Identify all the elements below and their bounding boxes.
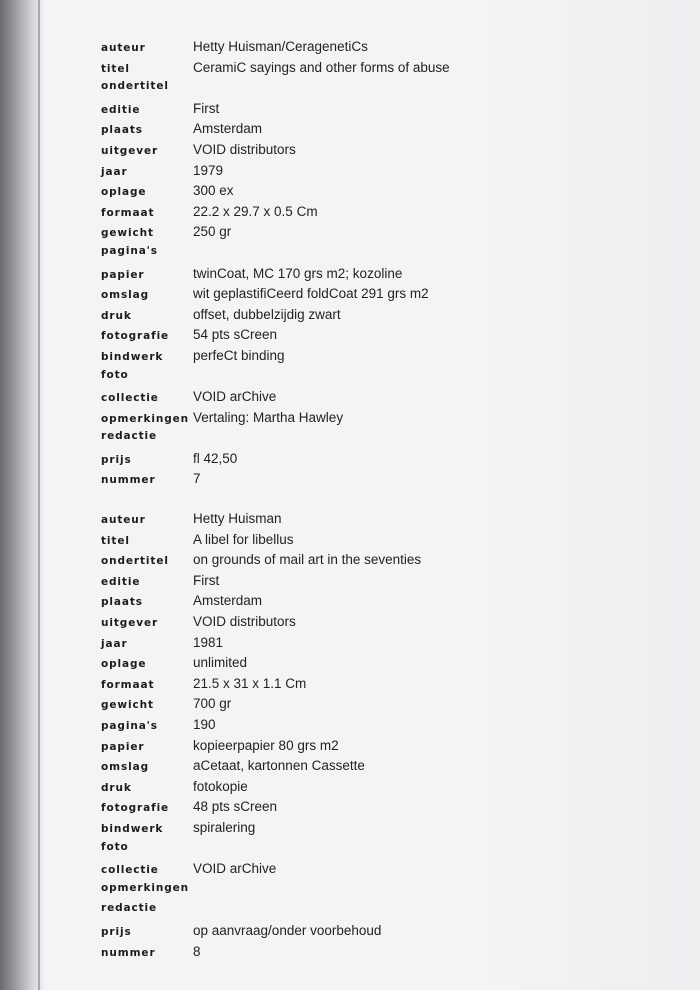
record-row: [101, 758, 661, 779]
field-value: kopieerpapier 80 grs m2: [193, 737, 339, 753]
field-label: ondertitel: [101, 80, 169, 93]
field-label: auteur: [101, 514, 146, 527]
field-label: redactie: [101, 902, 158, 915]
record-row: [101, 204, 661, 225]
field-label: auteur: [101, 42, 146, 54]
catalog-record: [101, 39, 661, 492]
record-row: [101, 307, 661, 328]
field-label: redactie: [101, 430, 158, 443]
field-label: nummer: [101, 946, 156, 959]
field-label: gewicht: [101, 699, 154, 712]
field-value: Hetty Huisman/CeragenetiCs: [193, 39, 368, 54]
catalog-records: [101, 39, 661, 964]
field-value: VOID arChive: [193, 861, 277, 877]
record-row: [101, 142, 661, 163]
field-label: jaar: [101, 637, 128, 650]
field-label: pagina's: [101, 244, 158, 257]
field-value: 1981: [193, 634, 224, 650]
field-value: aCetaat, kartonnen Cassette: [193, 758, 365, 774]
field-value: A libel for libellus: [193, 531, 294, 547]
field-value: VOID distributors: [193, 614, 296, 630]
field-label: collectie: [101, 392, 159, 405]
field-label: editie: [101, 575, 141, 588]
field-value: 21.5 x 31 x 1.1 Cm: [193, 675, 307, 691]
field-label: plaats: [101, 596, 143, 609]
record-row: [101, 410, 661, 431]
field-label: oplage: [101, 658, 147, 671]
record-row: [101, 286, 661, 307]
field-value: spiralering: [193, 819, 256, 835]
record-row: [101, 593, 661, 614]
record-row: [101, 799, 661, 820]
field-label: titel: [101, 62, 130, 75]
field-value: fl 42,50: [193, 450, 238, 466]
record-row: [101, 861, 661, 882]
field-value: VOID arChive: [193, 389, 277, 405]
field-value: CeramiC sayings and other forms of abuse: [193, 59, 450, 75]
field-value: Hetty Huisman: [193, 511, 282, 527]
record-row: [101, 923, 661, 944]
field-label: druk: [101, 309, 132, 322]
field-label: editie: [101, 103, 141, 116]
record-row: [101, 573, 661, 594]
field-label: gewicht: [101, 227, 154, 240]
record-row: [101, 882, 661, 903]
field-label: formaat: [101, 678, 155, 691]
record-row: [101, 471, 661, 492]
field-value: 1979: [193, 162, 224, 178]
record-row: [101, 614, 661, 635]
record-row: [101, 944, 661, 965]
record-row: [101, 39, 661, 60]
field-value: on grounds of mail art in the seventies: [193, 552, 422, 568]
field-label: uitgever: [101, 617, 159, 630]
field-label: opmerkingen: [101, 412, 190, 425]
record-row: [101, 451, 661, 472]
book-spine-edge: [38, 0, 40, 990]
field-value: 7: [193, 471, 201, 487]
field-label: formaat: [101, 206, 155, 219]
record-row: [101, 902, 661, 923]
field-value: First: [193, 100, 220, 116]
record-row: [101, 738, 661, 759]
field-label: ondertitel: [101, 555, 169, 568]
field-value: VOID distributors: [193, 141, 296, 157]
record-row: [101, 389, 661, 410]
field-label: jaar: [101, 165, 128, 178]
field-value: 190: [193, 717, 216, 732]
field-value: fotokopie: [193, 778, 248, 794]
field-label: nummer: [101, 474, 156, 487]
field-value: offset, dubbelzijdig zwart: [193, 306, 341, 322]
record-row: [101, 183, 661, 204]
record-row: [101, 245, 661, 266]
record-row: [101, 717, 661, 738]
field-label: fotografie: [101, 330, 170, 343]
field-value: First: [193, 572, 220, 588]
field-label: papier: [101, 268, 145, 281]
field-label: prijs: [101, 453, 132, 466]
field-label: uitgever: [101, 144, 159, 157]
field-label: druk: [101, 781, 132, 794]
field-label: oplage: [101, 186, 147, 199]
record-row: [101, 163, 661, 184]
record-row: [101, 532, 661, 553]
field-value: 48 pts sCreen: [193, 799, 278, 815]
catalog-record: [101, 511, 661, 964]
record-row: [101, 80, 661, 101]
field-value: 54 pts sCreen: [193, 327, 278, 343]
field-value: 250 gr: [193, 224, 232, 240]
field-value: twinCoat, MC 170 grs m2; kozoline: [193, 265, 403, 281]
field-label: papier: [101, 740, 145, 753]
field-label: collectie: [101, 864, 159, 877]
field-label: bindwerk: [101, 822, 164, 835]
field-label: omslag: [101, 289, 150, 302]
record-row: [101, 101, 661, 122]
record-row: [101, 820, 661, 841]
field-label: bindwerk: [101, 350, 164, 363]
field-value: 300 ex: [193, 183, 234, 199]
record-row: [101, 779, 661, 800]
record-row: [101, 552, 661, 573]
record-row: [101, 327, 661, 348]
field-value: Amsterdam: [193, 593, 263, 609]
record-row: [101, 676, 661, 697]
field-label: omslag: [101, 761, 150, 774]
field-value: 22.2 x 29.7 x 0.5 Cm: [193, 203, 318, 219]
field-label: foto: [101, 840, 129, 853]
field-label: opmerkingen: [101, 881, 190, 894]
field-value: Vertaling: Martha Hawley: [193, 409, 344, 425]
record-row: [101, 511, 661, 532]
record-row: [101, 696, 661, 717]
field-value: perfeCt binding: [193, 347, 285, 363]
record-row: [101, 430, 661, 451]
record-row: [101, 348, 661, 369]
field-label: pagina's: [101, 720, 158, 732]
field-value: 8: [193, 943, 201, 959]
record-row: [101, 266, 661, 287]
field-value: Amsterdam: [193, 121, 263, 137]
record-row: [101, 369, 661, 390]
record-row: [101, 635, 661, 656]
field-value: 700 gr: [193, 696, 232, 712]
record-row: [101, 121, 661, 142]
field-label: prijs: [101, 925, 132, 938]
field-label: fotografie: [101, 802, 170, 815]
field-value: unlimited: [193, 655, 248, 671]
record-row: [101, 60, 661, 81]
field-value: op aanvraag/onder voorbehoud: [193, 922, 382, 938]
field-value: wit geplastifiCeerd foldCoat 291 grs m2: [193, 286, 429, 302]
field-label: titel: [101, 534, 130, 547]
field-label: foto: [101, 368, 129, 381]
record-row: [101, 841, 661, 862]
field-label: plaats: [101, 124, 143, 137]
record-row: [101, 655, 661, 676]
record-row: [101, 224, 661, 245]
